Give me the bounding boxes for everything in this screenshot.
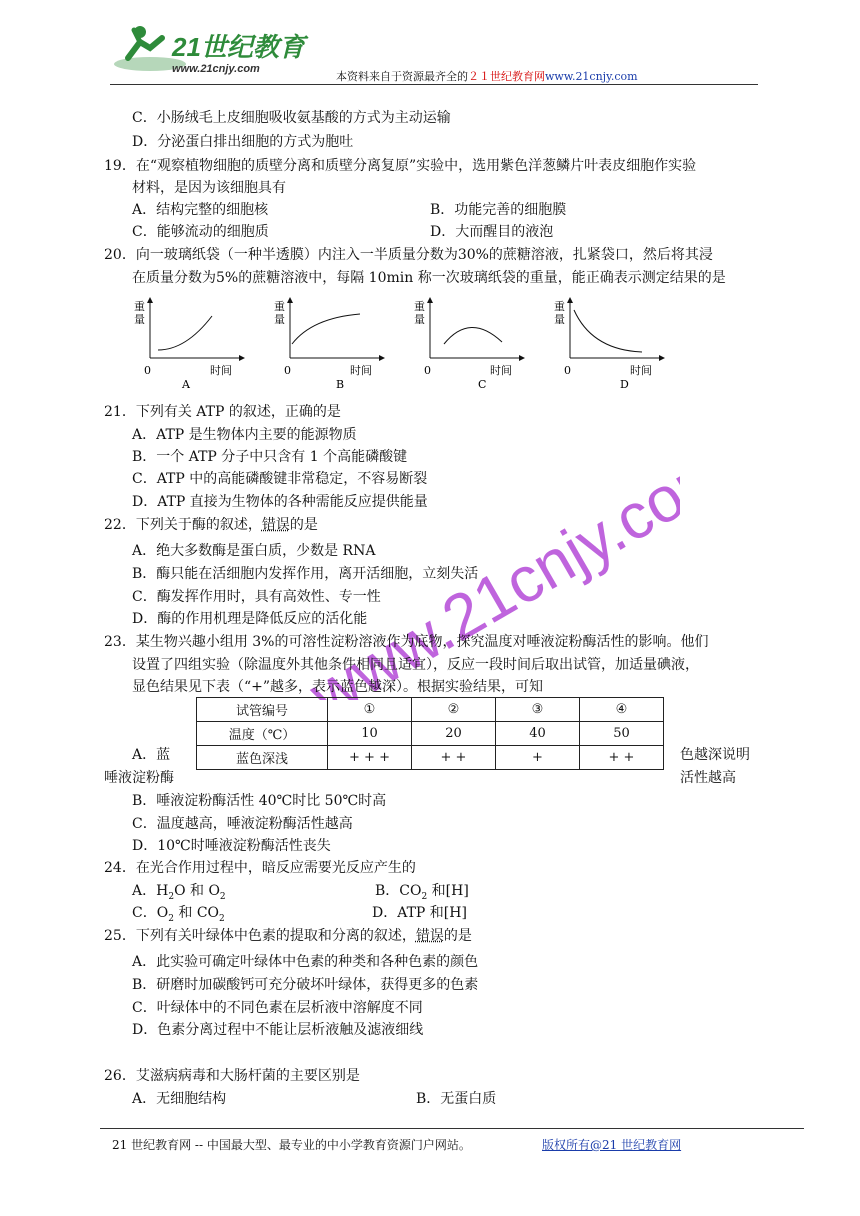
table-cell: 10 xyxy=(328,722,412,746)
q23-option-a-left-1: A．蓝 xyxy=(132,747,171,763)
q24-option-c: C．$O_2$ 和 $CO_2$ xyxy=(132,905,225,924)
graph-a-curve xyxy=(158,316,212,350)
graph-c-origin: 0 xyxy=(424,364,431,377)
graph-d-origin: 0 xyxy=(564,364,571,377)
graph-d-curve xyxy=(574,310,642,352)
q20-stem-2: 在质量分数为5%的蔗糖溶液中，每隔 10min 称一次玻璃纸袋的重量，能正确表示测定结果的是 xyxy=(132,270,726,286)
q23-option-a-right-2: 活性越高 xyxy=(680,770,736,786)
table-row xyxy=(197,746,664,770)
logo-url: www.21cnjy.com xyxy=(172,63,260,75)
graph-c-label: C xyxy=(478,378,487,391)
q24-option-d: D．ATP 和[H] xyxy=(372,905,467,921)
table-header-cell: ② xyxy=(412,698,496,722)
graph-a-label: A xyxy=(182,378,190,391)
table-header-cell: ① xyxy=(328,698,412,722)
emphasis-dots: 错误 xyxy=(261,517,290,533)
graph-b-xlabel: 时间 xyxy=(350,364,372,377)
table-cell: + + xyxy=(580,746,664,770)
graph-d xyxy=(554,299,662,391)
table-row xyxy=(197,722,664,746)
q19-stem-2: 材料，是因为该细胞具有 xyxy=(132,180,286,196)
header-note: 本资料来自于资源最齐全的２１世纪教育网www.21cnjy.com xyxy=(336,70,638,83)
graph-b-label: B xyxy=(336,378,345,391)
q26-stem: 26．艾滋病病毒和大肠杆菌的主要区别是 xyxy=(104,1068,360,1084)
q21-stem: 21．下列有关 ATP 的叙述，正确的是 xyxy=(104,404,341,420)
logo-text: 21世纪教育 xyxy=(172,32,305,62)
table-cell: + + + xyxy=(328,746,412,770)
q25-stem: 25．下列有关叶绿体中色素的提取和分离的叙述，错误的是 xyxy=(104,928,472,944)
graph-d-ylabel-2: 量 xyxy=(554,313,565,326)
table-cell: + + xyxy=(412,746,496,770)
table-cell: 40 xyxy=(496,722,580,746)
q19-option-d: D．大而醒目的液泡 xyxy=(430,224,554,240)
q23-option-d: D．10℃时唾液淀粉酶活性丧失 xyxy=(132,838,331,854)
q22-option-d: D．酶的作用机理是降低反应的活化能 xyxy=(132,611,368,627)
graph-c-ylabel-2: 量 xyxy=(414,313,425,326)
graph-a-origin: 0 xyxy=(144,364,151,377)
q19-option-b: B．功能完善的细胞膜 xyxy=(430,202,567,218)
q23-option-a-right-1: 色越深说明 xyxy=(680,747,750,763)
footer-text: 21 世纪教育网 -- 中国最大型、最专业的中小学教育资源门户网站。 xyxy=(112,1138,471,1152)
table-row xyxy=(197,698,664,722)
header-brand: ２１世纪教育网 xyxy=(468,70,545,83)
graph-a-xlabel: 时间 xyxy=(210,364,232,377)
q22-option-a: A．绝大多数酶是蛋白质，少数是 RNA xyxy=(132,543,376,559)
q21-option-a: A．ATP 是生物体内主要的能源物质 xyxy=(132,427,357,443)
table-cell: 温度（℃） xyxy=(197,722,328,746)
table-cell: 20 xyxy=(412,722,496,746)
q23-option-c: C．温度越高，唾液淀粉酶活性越高 xyxy=(132,816,353,832)
q21-option-c: C．ATP 中的高能磷酸键非常稳定，不容易断裂 xyxy=(132,471,428,487)
table-header-cell: 试管编号 xyxy=(197,698,328,722)
q22-option-b: B．酶只能在活细胞内发挥作用，离开活细胞，立刻失活 xyxy=(132,566,479,582)
q24-option-b: B．$CO_2$ 和[H] xyxy=(375,883,469,902)
emphasis-dots: 错误 xyxy=(415,928,444,944)
graph-b-origin: 0 xyxy=(284,364,291,377)
q22-stem: 22．下列关于酶的叙述，错误的是 xyxy=(104,517,318,533)
q23-stem-1: 23．某生物兴趣小组用 3%的可溶性淀粉溶液作为底物，探究温度对唾液淀粉酶活性的影响。他们 xyxy=(104,634,709,650)
q25-option-a: A．此实验可确定叶绿体中色素的种类和各种色素的颜色 xyxy=(132,954,479,970)
q24-stem: 24．在光合作用过程中，暗反应需要光反应产生的 xyxy=(104,860,416,876)
q23-results-table xyxy=(196,697,664,770)
graph-a-ylabel-1: 重 xyxy=(134,300,145,313)
graph-a-ylabel-2: 量 xyxy=(134,313,145,326)
q25-option-d: D．色素分离过程中不能让层析液触及滤液细线 xyxy=(132,1022,424,1038)
graph-a xyxy=(134,299,242,391)
q18-option-c: C．小肠绒毛上皮细胞吸收氨基酸的方式为主动运输 xyxy=(132,110,451,126)
graph-c xyxy=(414,299,522,391)
header-divider xyxy=(110,84,758,85)
q22-option-c: C．酶发挥作用时，具有高效性、专一性 xyxy=(132,589,381,605)
graph-c-ylabel-1: 重 xyxy=(414,300,425,313)
q19-option-c: C．能够流动的细胞质 xyxy=(132,224,269,240)
footer-copyright-link[interactable]: 版权所有@21 世纪教育网 xyxy=(542,1138,682,1152)
footer-divider xyxy=(100,1128,804,1129)
graph-b-curve xyxy=(292,314,360,344)
q24-option-a: A．$H_2O$ 和 $O_2$ xyxy=(132,883,226,902)
header-link[interactable]: www.21cnjy.com xyxy=(545,70,638,83)
q26-option-b: B．无蛋白质 xyxy=(416,1091,497,1107)
graph-c-xlabel: 时间 xyxy=(490,364,512,377)
table-cell: 50 xyxy=(580,722,664,746)
svg-text:www.21cnjy.com: www.21cnjy.com xyxy=(297,433,680,700)
q23-stem-3: 显色结果见下表（“+”越多，表示蓝色越深）。根据实验结果，可知 xyxy=(132,679,544,695)
table-cell: + xyxy=(496,746,580,770)
graph-d-label: D xyxy=(620,378,629,391)
table-cell: 蓝色深浅 xyxy=(197,746,328,770)
graph-b-ylabel-2: 量 xyxy=(274,313,285,326)
graph-b-ylabel-1: 重 xyxy=(274,300,285,313)
q21-option-d: D．ATP 直接为生物体的各种需能反应提供能量 xyxy=(132,494,428,510)
graph-c-curve xyxy=(444,327,502,344)
q23-option-a-left-2: 唾液淀粉酶 xyxy=(104,770,174,786)
graph-d-ylabel-1: 重 xyxy=(554,300,565,313)
graph-b xyxy=(274,299,382,391)
q25-option-b: B．研磨时加碳酸钙可充分破坏叶绿体，获得更多的色素 xyxy=(132,977,479,993)
q18-option-d: D．分泌蛋白排出细胞的方式为胞吐 xyxy=(132,134,354,150)
site-logo xyxy=(110,18,310,80)
q26-option-a: A．无细胞结构 xyxy=(132,1091,227,1107)
q25-option-c: C．叶绿体中的不同色素在层析液中溶解度不同 xyxy=(132,1000,423,1016)
q20-stem-1: 20．向一玻璃纸袋（一种半透膜）内注入一半质量分数为30%的蔗糖溶液，扎紧袋口，然后将其浸 xyxy=(104,247,713,263)
q21-option-b: B．一个 ATP 分子中只含有 1 个高能磷酸键 xyxy=(132,449,408,465)
q19-option-a: A．结构完整的细胞核 xyxy=(132,202,269,218)
table-header-cell: ④ xyxy=(580,698,664,722)
q23-option-b: B．唾液淀粉酶活性 40℃时比 50℃时高 xyxy=(132,793,387,809)
q20-graphs xyxy=(120,296,680,396)
q23-stem-2: 设置了四组实验（除温度外其他条件相同且适宜），反应一段时间后取出试管，加适量碘液， xyxy=(132,657,699,673)
q19-stem-1: 19．在“观察植物细胞的质壁分离和质壁分离复原”实验中，选用紫色洋葱鳞片叶表皮细胞作实验 xyxy=(104,158,697,174)
graph-d-xlabel: 时间 xyxy=(630,364,652,377)
table-header-cell: ③ xyxy=(496,698,580,722)
